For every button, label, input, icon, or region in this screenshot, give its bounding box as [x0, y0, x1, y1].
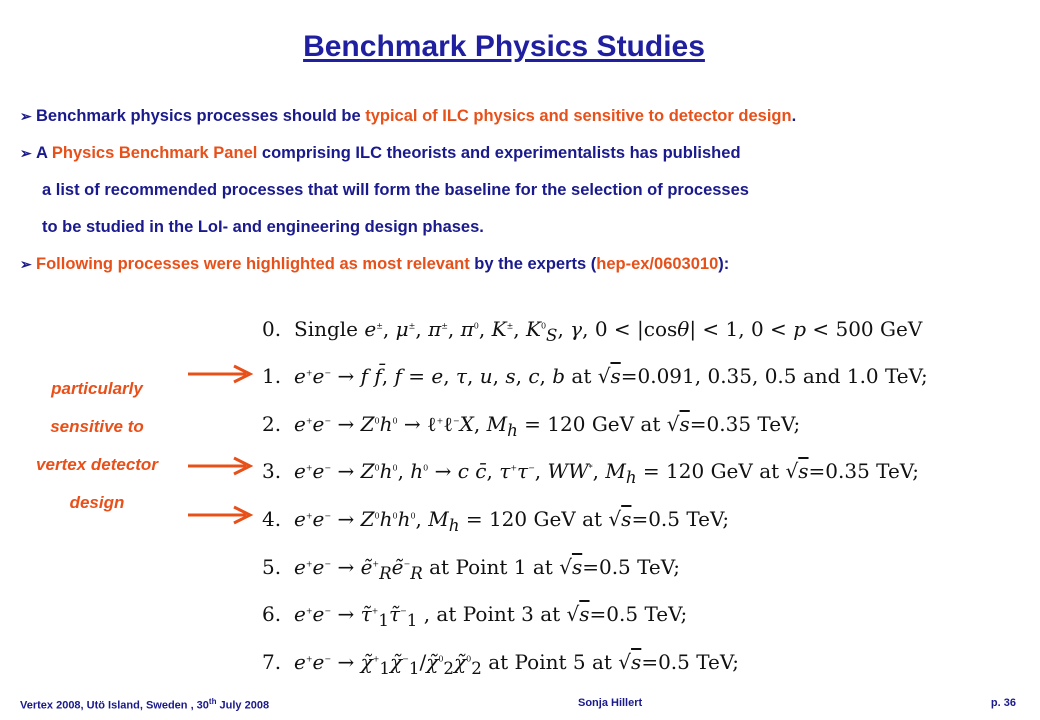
process-number: 6.: [262, 602, 282, 627]
bullet-arrow-icon: ➢: [20, 108, 32, 124]
bullet-line: [20, 172, 1020, 209]
process-number: 0.: [262, 316, 282, 341]
process-item: [262, 302, 1022, 350]
process-formula: $e^+e^- \to Z^0h^0$ → ℓ+ℓ−X, $M_h = 120$ GeV at √s=0.35 TeV;: [294, 411, 801, 440]
process-formula: $e^+e^- \to \chĩ^+_1\chĩ^-_1/\chĩ^0_2\chĩ^0_2$ at Point 5 at √s=0.5 TeV;: [294, 649, 740, 678]
process-item: [262, 397, 1022, 445]
arrow-right-icon: [186, 364, 256, 384]
process-formula: Single e±, μ±, π±, $\pi^0$, K±, $K^0_S$, γ, 0 < |cosθ| < 1, 0 < p < 500 GeV: [294, 316, 923, 345]
vertex-note-line: sensitive to: [50, 417, 144, 436]
footer-conference: [20, 697, 269, 712]
vertex-note-line: vertex detector: [36, 455, 158, 474]
vertex-note-line: design: [69, 493, 125, 512]
footer-conference-sup: th: [208, 697, 217, 706]
process-formula: $e^+e^- \to Z^0h^0h^0$, $M_h = 120$ GeV at √s=0.5 TeV;: [294, 507, 730, 536]
process-item: [262, 588, 1022, 636]
process-list: [262, 302, 1022, 683]
bullet-text: by the experts (: [469, 255, 597, 273]
bullet-text: a list of recommended processes that will form the baseline for the selection of processes: [42, 181, 749, 199]
process-number: 3.: [262, 459, 282, 484]
footer-conference-text: Vertex 2008, Utö Island, Sweden , 30: [20, 699, 209, 712]
bullet-text: to be studied in the LoI- and engineering design phases.: [42, 218, 484, 236]
process-number: 2.: [262, 411, 282, 436]
bullet-text: Benchmark physics processes should be: [36, 107, 366, 125]
bullet-line: [20, 209, 1020, 246]
bullet-line: [20, 135, 1020, 172]
arrow-right-icon: [186, 456, 256, 476]
highlight-text: typical of ILC physics and sensitive to detector design: [365, 107, 792, 125]
highlight-text: Following processes were highlighted as most relevant: [36, 255, 470, 273]
bullet-line: [20, 98, 1020, 135]
vertex-note-line: particularly: [51, 379, 143, 398]
bullet-arrow-icon: ➢: [20, 256, 32, 272]
process-formula: $e^+e^- \to Z^0h^0$, $h^0 \to c$ c̄, τ+τ−, WW*, $M_h = 120$ GeV at √s=0.35 TeV;: [294, 459, 919, 488]
vertex-note: [14, 370, 180, 522]
process-formula: e+e− → ẽ+$_R$ẽ−$_R$ at Point 1 at √s=0.5 TeV;: [294, 554, 680, 583]
page-title: Benchmark Physics Studies: [303, 30, 705, 63]
bullet-text: comprising ILC theorists and experimentalists has published: [257, 144, 741, 162]
bullet-text: ):: [718, 255, 730, 273]
arrow-right-icon: [186, 505, 256, 525]
process-item: [262, 492, 1022, 540]
process-number: 1.: [262, 364, 282, 389]
footer-author: Sonja Hillert: [578, 697, 643, 709]
footer-page-number: p. 36: [990, 697, 1016, 709]
bullet-line: [20, 246, 1020, 283]
bullet-text: .: [791, 107, 797, 125]
process-item: [262, 445, 1022, 493]
footer-conference-date: July 2008: [216, 699, 270, 712]
bullet-arrow-icon: ➢: [20, 145, 32, 161]
highlight-text: Physics Benchmark Panel: [51, 144, 258, 162]
process-item: [262, 350, 1022, 398]
highlight-text: hep-ex/0603010: [596, 255, 719, 273]
process-number: 4.: [262, 507, 282, 532]
process-number: 5.: [262, 554, 282, 579]
process-number: 7.: [262, 649, 282, 674]
process-formula: $e^+e^- \to \taũ^+_1\taũ^-_1$ , at Point 3 at √s=0.5 TeV;: [294, 602, 688, 631]
bullet-list: [20, 98, 1020, 283]
process-formula: e+e− → f f̄, f = e, τ, u, s, c, b at √s=0.091, 0.35, 0.5 and 1.0 TeV;: [294, 364, 928, 389]
process-item: [262, 635, 1022, 683]
bullet-text: A: [36, 144, 52, 162]
process-item: [262, 540, 1022, 588]
